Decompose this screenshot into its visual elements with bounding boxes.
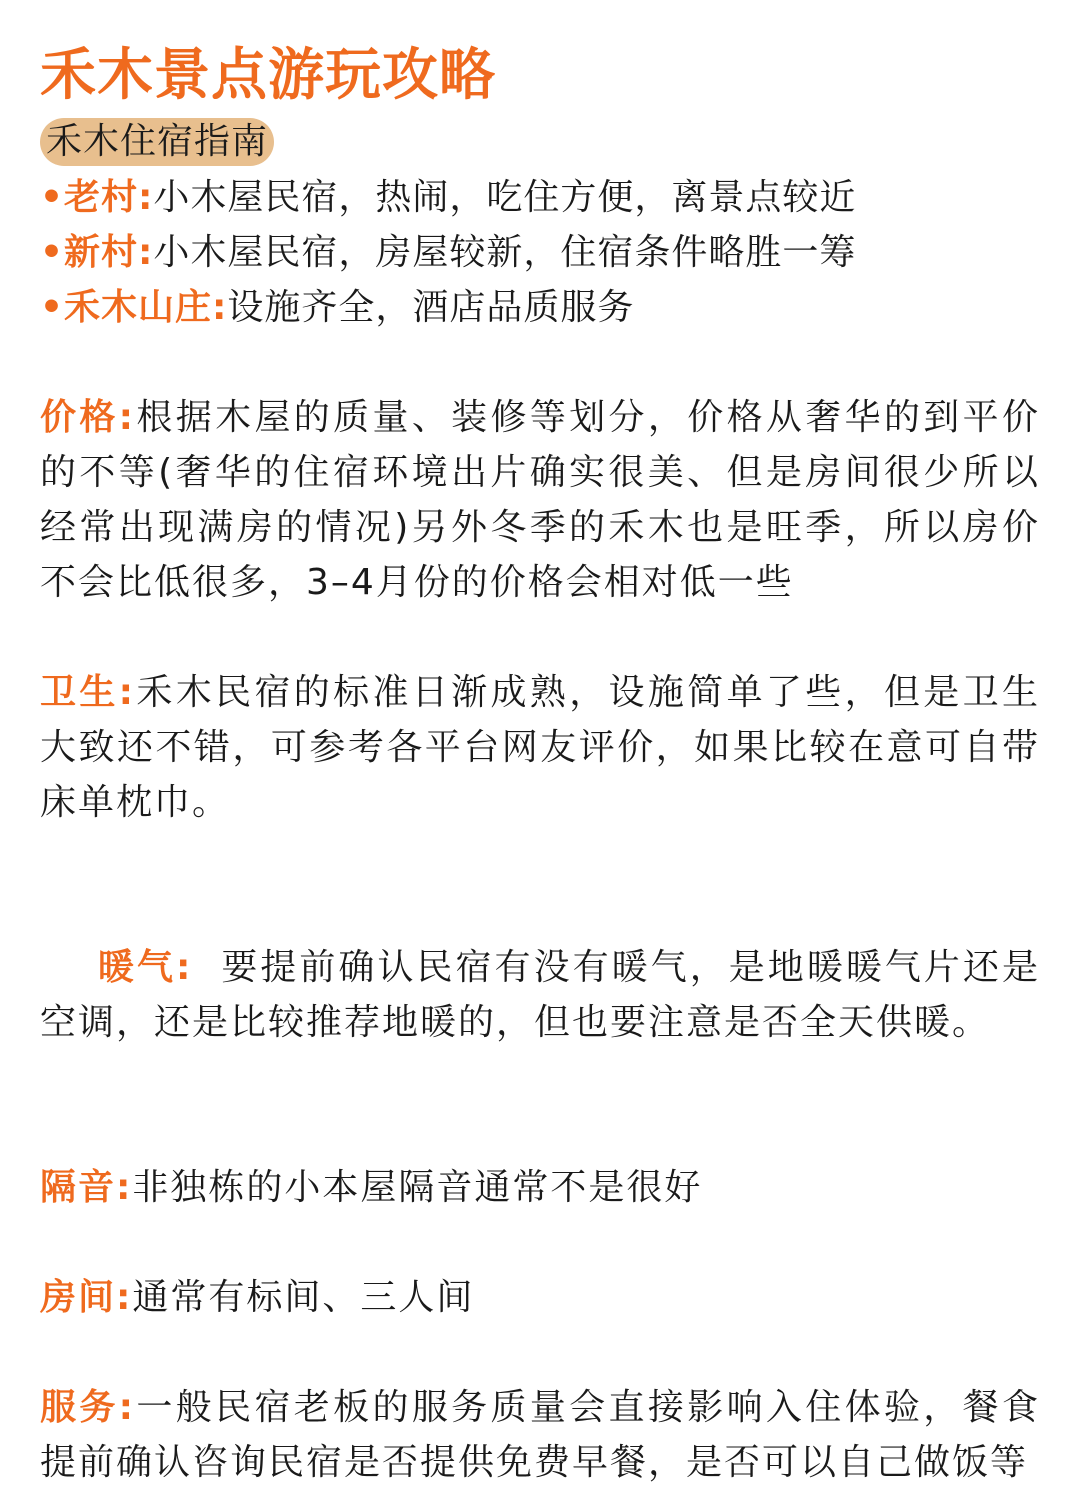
hygiene-paragraph — [40, 665, 1040, 830]
list-item-text: 设施齐全，酒店品质服务 — [227, 287, 635, 328]
price-paragraph — [40, 390, 1040, 610]
paragraph-label: 暖气: — [97, 947, 193, 988]
heating-paragraph — [40, 885, 1040, 1105]
list-item — [40, 280, 1040, 335]
paragraph-label: 价格: — [40, 397, 136, 438]
paragraph-label: 房间: — [40, 1277, 133, 1318]
service-paragraph — [40, 1380, 1040, 1490]
paragraph-text: 非独栋的小本屋隔音通常不是很好 — [132, 1167, 703, 1208]
paragraph-text: 一般民宿老板的服务质量会直接影响入住体验，餐食提前确认咨询民宿是否提供免费早餐，是否可以自己做饭等 — [40, 1387, 1040, 1483]
rooms-paragraph — [40, 1270, 1040, 1325]
bullet-dot-icon: • — [40, 177, 65, 218]
paragraph-label: 卫生: — [40, 672, 136, 713]
guide-page — [40, 38, 1040, 1490]
bullet-dot-icon: • — [40, 287, 65, 328]
list-item-label: 新村: — [64, 232, 154, 273]
list-item-text: 小木屋民宿，房屋较新，住宿条件略胜一筹 — [153, 232, 857, 273]
paragraph-label: 隔音: — [40, 1167, 133, 1208]
bullet-dot-icon: • — [40, 232, 65, 273]
subtitle-row — [40, 116, 1040, 168]
soundproofing-paragraph — [40, 1160, 1040, 1215]
paragraph-text: 要提前确认民宿有没有暖气，是地暖暖气片还是空调，还是比较推荐地暖的，但也要注意是否全天供暖。 — [40, 947, 1040, 1043]
accommodation-list — [40, 170, 1040, 335]
paragraph-text: 禾木民宿的标准日渐成熟，设施简单了些，但是卫生大致还不错，可参考各平台网友评价，如果比较在意可自带床单枕巾。 — [40, 672, 1040, 823]
list-item — [40, 170, 1040, 225]
list-item-label: 老村: — [64, 177, 154, 218]
page-title: 禾木景点游玩攻略 — [40, 43, 496, 108]
section-heading-badge: 禾木住宿指南 — [40, 118, 274, 166]
list-item-text: 小木屋民宿，热闹，吃住方便，离景点较近 — [153, 177, 857, 218]
list-item — [40, 225, 1040, 280]
paragraph-text: 通常有标间、三人间 — [132, 1277, 475, 1318]
list-item-label: 禾木山庄: — [64, 287, 228, 328]
paragraph-text: 根据木屋的质量、装修等划分，价格从奢华的到平价的不等(奢华的住宿环境出片确实很美、但是房间很少所以经常出现满房的情况)另外冬季的禾木也是旺季，所以房价不会比低很多，3–4月份的价格会相对低一些 — [40, 397, 1040, 603]
paragraph-label: 服务: — [40, 1387, 136, 1428]
